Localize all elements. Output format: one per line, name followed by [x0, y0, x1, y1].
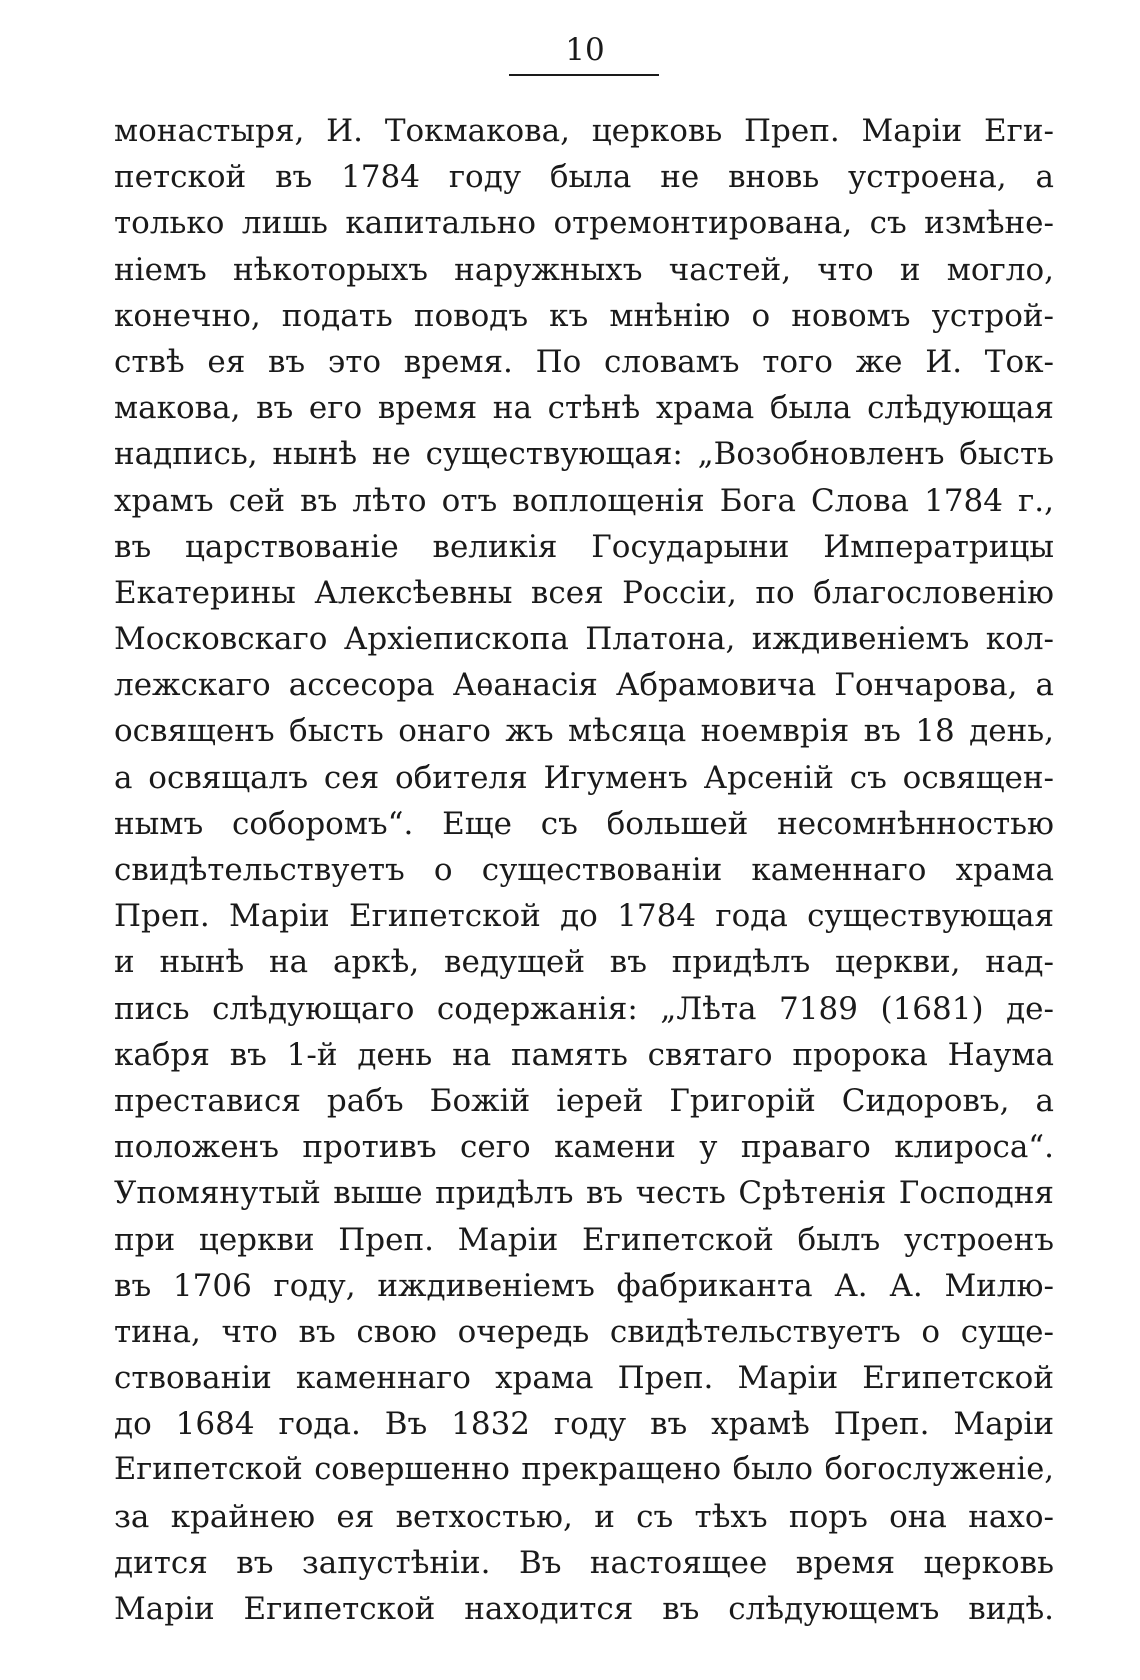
- text-line: до 1684 года. Въ 1832 году въ храмѣ Преп. Маріи: [114, 1406, 1054, 1443]
- text-line: свидѣтельствуетъ о существованіи каменнаго храма: [114, 852, 1054, 888]
- text-line: тина, что въ свою очередь свидѣтельствуетъ о суще-: [114, 1313, 1054, 1350]
- text-line: петской въ 1784 году была не вновь устроена, а: [114, 159, 1054, 196]
- text-line: освященъ бысть онаго жъ мѣсяца ноемврія въ 18 день,: [114, 713, 1054, 750]
- text-line: положенъ противъ сего камени у праваго клироса“.: [114, 1129, 1054, 1166]
- text-line: за крайнею ея ветхостью, и съ тѣхъ поръ она нахо-: [114, 1498, 1054, 1535]
- text-line: и нынѣ на аркѣ, ведущей въ придѣлъ церкви, над-: [114, 944, 1054, 981]
- text-line: лежскаго ассесора Аѳанасія Абрамовича Гончарова, а: [114, 667, 1054, 704]
- text-line: нымъ соборомъ“. Еще съ большей несомнѣнностью: [114, 805, 1054, 842]
- text-line: Упомянутый выше придѣлъ въ честь Срѣтенія Господня: [114, 1175, 1054, 1212]
- text-line: Египетской совершенно прекращено было богослуженіе,: [114, 1452, 1054, 1488]
- text-line: макова, въ его время на стѣнѣ храма была слѣдующая: [114, 390, 1054, 427]
- text-line: конечно, подать поводъ къ мнѣнію о новомъ устрой-: [114, 297, 1054, 334]
- text-line: храмъ сей въ лѣто отъ воплощенія Бога Слова 1784 г.,: [114, 482, 1054, 519]
- text-line: Маріи Египетской находится въ слѣдующемъ видѣ.: [114, 1591, 1054, 1627]
- text-line: въ царствованіе великія Государыни Императрицы: [114, 528, 1054, 565]
- text-line: ствѣ ея въ это время. По словамъ того же И. Ток-: [114, 343, 1054, 380]
- text-line: пись слѣдующаго содержанія: „Лѣта 7189 (1681) де-: [114, 990, 1054, 1027]
- page-number: 10: [565, 32, 605, 68]
- text-line: надпись, нынѣ не существующая: „Возобновленъ бысть: [114, 436, 1054, 473]
- text-line: ствованіи каменнаго храма Преп. Маріи Египетской: [114, 1360, 1054, 1397]
- text-line: только лишь капитально отремонтирована, съ измѣне-: [114, 205, 1054, 242]
- text-line: Екатерины Алексѣевны всея Россіи, по благословенію: [114, 574, 1054, 611]
- text-line: монастыря, И. Токмакова, церковь Преп. Маріи Еги-: [114, 113, 1054, 149]
- text-line: кабря въ 1-й день на память святаго пророка Наума: [114, 1036, 1054, 1073]
- text-line: преставися рабъ Божій іерей Григорій Сидоровъ, а: [114, 1082, 1054, 1119]
- text-line: ніемъ нѣкоторыхъ наружныхъ частей, что и могло,: [114, 251, 1054, 288]
- text-line: а освящалъ сея обителя Игуменъ Арсеній съ освящен-: [114, 759, 1054, 796]
- text-line: при церкви Преп. Маріи Египетской былъ устроенъ: [114, 1221, 1054, 1258]
- text-line: въ 1706 году, иждивеніемъ фабриканта А. А. Милю-: [114, 1267, 1054, 1304]
- body-text: [114, 108, 1054, 1632]
- text-line: Московскаго Архіепископа Платона, иждивеніемъ кол-: [114, 621, 1054, 658]
- text-line: Преп. Маріи Египетской до 1784 года существующая: [114, 898, 1054, 935]
- page-number-rule: [509, 74, 659, 76]
- text-line: дится въ запустѣніи. Въ настоящее время церковь: [114, 1544, 1054, 1581]
